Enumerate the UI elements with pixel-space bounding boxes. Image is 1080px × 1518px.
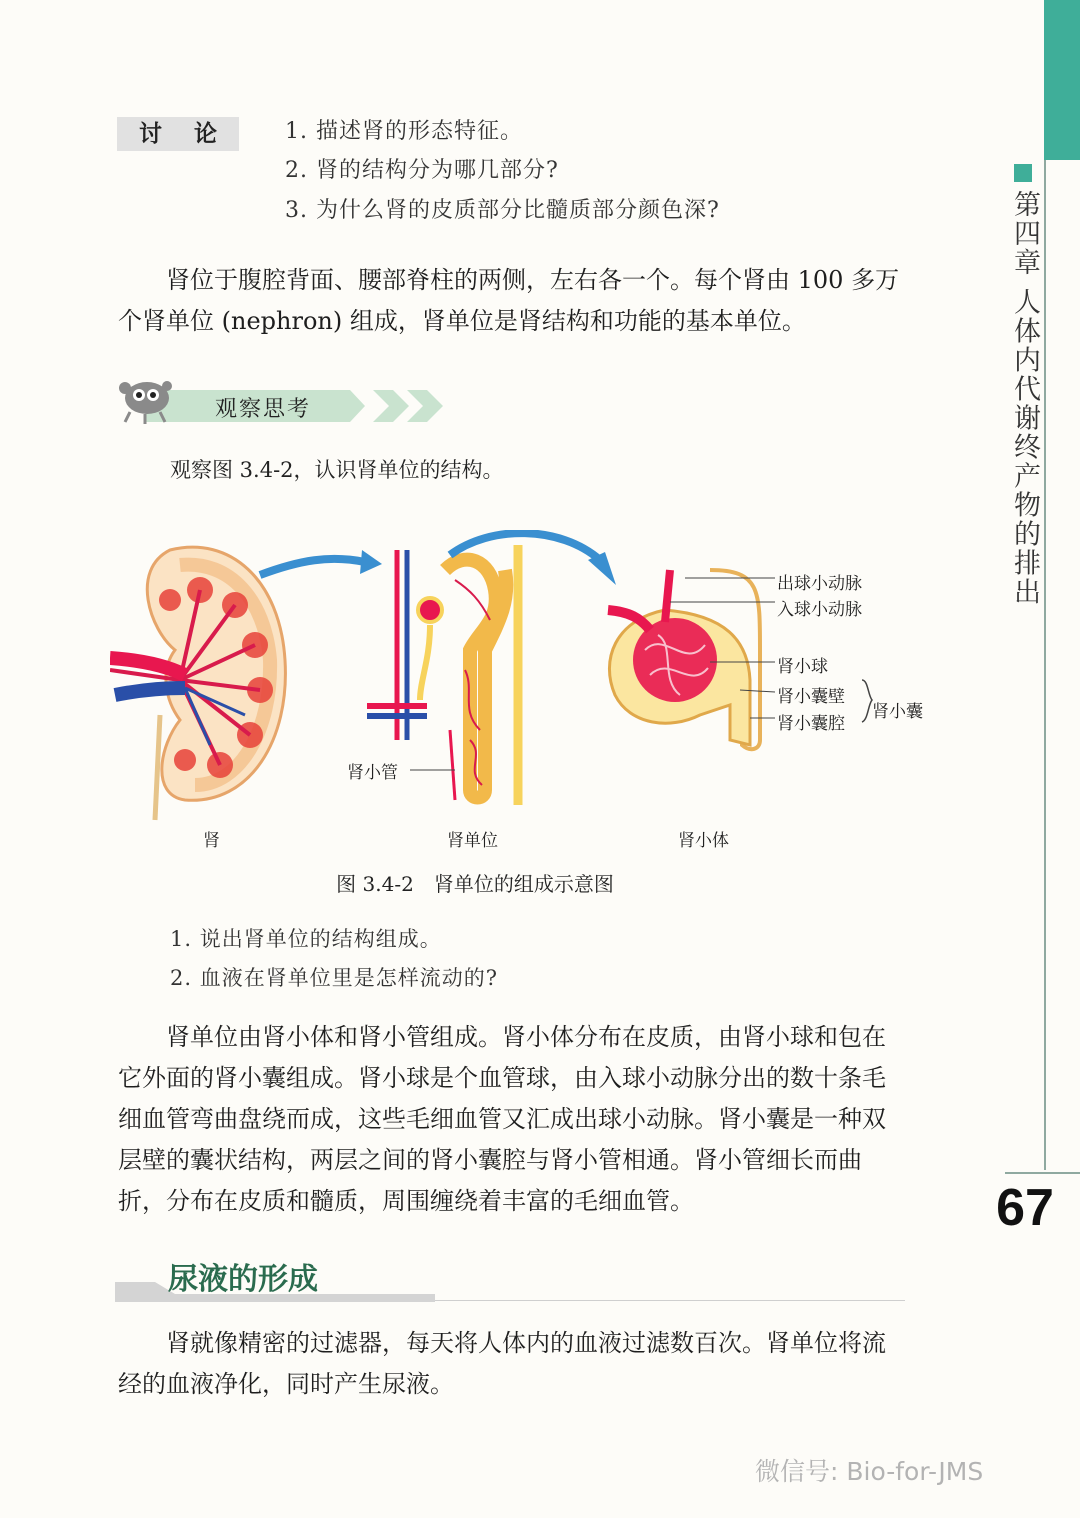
discussion-question-2: 2. 肾的结构分为哪几部分? <box>285 158 559 183</box>
chapter-marker <box>1014 164 1032 182</box>
panel-label-nephron: 肾单位 <box>447 831 498 851</box>
label-capsule-cavity: 肾小囊腔 <box>777 714 845 734</box>
discussion-label-right: 论 <box>194 121 217 147</box>
mascot-icon <box>119 381 172 424</box>
discussion-label <box>117 117 239 151</box>
section-title: 尿液的形成 <box>168 1262 318 1297</box>
observe-label: 观察思考 <box>215 397 312 422</box>
paragraph-nephron-structure: 肾单位由肾小体和肾小管组成。肾小体分布在皮质，由肾小球和包在它外面的肾小囊组成。肾小球是个血管球，由入球小动脉分出的数十条毛细血管弯曲盘绕而成，这些毛细血管又汇成出球小动脉。肾小囊是一种双层壁的囊状结构，两层之间的肾小囊腔与肾小管相通。肾小管细长而曲折，分布在皮质和髓质，周围缠绕着丰富的毛细血管。 <box>118 1023 886 1215</box>
kidney-illustration <box>110 547 285 820</box>
section-heading-rule <box>435 1300 905 1301</box>
panel-label-corpuscle: 肾小体 <box>678 831 729 851</box>
observe-question-2: 2. 血液在肾单位里是怎样流动的? <box>170 966 498 990</box>
label-renal-tubule: 肾小管 <box>347 763 398 783</box>
page-number-rule <box>1005 1172 1080 1174</box>
label-capsule-wall: 肾小囊壁 <box>777 687 845 707</box>
renal-corpuscle-illustration <box>608 570 760 749</box>
page-number: 67 <box>996 1179 1054 1237</box>
paragraph-kidney-location: 肾位于腹腔背面、腰部脊柱的两侧，左右各一个。每个肾由 100 多万个肾单位 (nephron) 组成，肾单位是肾结构和功能的基本单位。 <box>118 266 900 335</box>
panel-label-kidney: 肾 <box>203 831 220 851</box>
label-afferent-arteriole: 入球小动脉 <box>777 600 862 620</box>
rail-line <box>1044 160 1046 1170</box>
discussion-question-1: 1. 描述肾的形态特征。 <box>285 119 523 144</box>
observe-instruction: 观察图 3.4-2，认识肾单位的结构。 <box>170 458 504 482</box>
figure-caption: 图 3.4-2 肾单位的组成示意图 <box>336 872 614 896</box>
observe-question-1: 1. 说出肾单位的结构组成。 <box>170 927 442 951</box>
discussion-question-3: 3. 为什么肾的皮质部分比髓质部分颜色深? <box>285 198 720 223</box>
paragraph-filtration: 肾就像精密的过滤器，每天将人体内的血液过滤数百次。肾单位将流经的血液净化，同时产生尿液。 <box>118 1329 886 1398</box>
watermark: 微信号: Bio-for-JMS <box>755 1457 984 1486</box>
chapter-title: 第四章 人体内代谢终产物的排出 <box>1009 190 1040 607</box>
label-renal-capsule: 肾小囊 <box>872 702 923 722</box>
label-glomerulus: 肾小球 <box>777 657 828 677</box>
label-efferent-arteriole: 出球小动脉 <box>777 574 862 594</box>
discussion-label-left: 讨 <box>139 121 162 147</box>
chapter-tab <box>1044 0 1080 160</box>
